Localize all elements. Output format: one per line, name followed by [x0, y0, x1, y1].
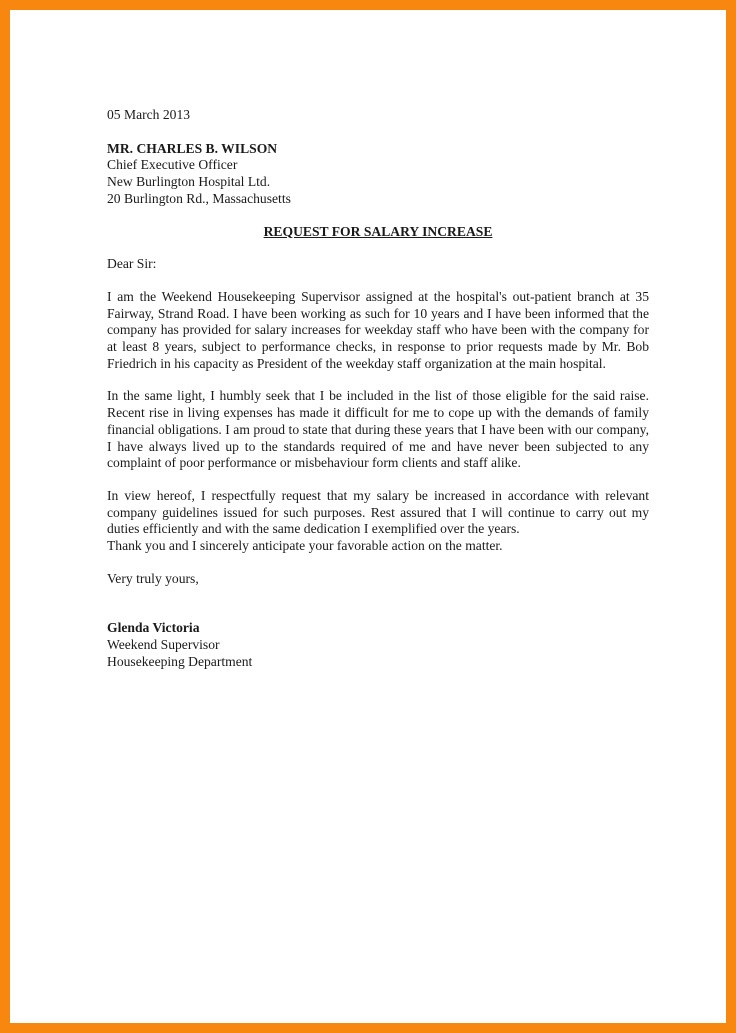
spacer	[107, 124, 649, 141]
body-paragraph-3: In view hereof, I respectfully request that my salary be increased in accordance with relevant company guidelines issued for such purposes. Rest assured that I will continue to carry out my duties efficiently and with the same dedication I exemplified over the years.	[107, 487, 649, 537]
letter-subject: REQUEST FOR SALARY INCREASE	[263, 223, 493, 239]
closing: Very truly yours,	[107, 570, 199, 586]
letter-body	[107, 107, 649, 671]
sender-title: Weekend Supervisor	[107, 637, 220, 653]
thanks-line: Thank you and I sincerely anticipate your favorable action on the matter.	[107, 538, 503, 554]
body-paragraph-2: In the same light, I humbly seek that I be included in the list of those eligible for the said raise. Recent rise in living expenses has made it difficult for me to cope up with the demands of family financial obligations. I am proud to state that during these years that I have been with our company, I have always lived up to the standards required of me and have never been subjected to any complaint of poor performance or misbehaviour form clients and staff alike.	[107, 388, 649, 471]
recipient-name: MR. CHARLES B. WILSON	[107, 140, 278, 156]
recipient-address: 20 Burlington Rd., Massachusetts	[107, 190, 291, 206]
sender-department: Housekeeping Department	[107, 653, 253, 669]
salutation: Dear Sir:	[107, 256, 157, 272]
recipient-organization: New Burlington Hospital Ltd.	[107, 174, 271, 190]
letter-date: 05 March 2013	[107, 107, 191, 122]
recipient-title: Chief Executive Officer	[107, 157, 238, 173]
sender-name: Glenda Victoria	[107, 620, 200, 636]
body-paragraph-1: I am the Weekend Housekeeping Supervisor assigned at the hospital's out-patient branch at 35 Fairway, Strand Road. I have been working as such for 10 years and I have been informed that the company has provided for salary increases for weekday staff who have been with the company for at least 8 years, subject to performance checks, in response to prior requests made by Mr. Bob Friedrich in his capacity as President of the weekday staff organization at the main hospital.	[107, 288, 649, 371]
